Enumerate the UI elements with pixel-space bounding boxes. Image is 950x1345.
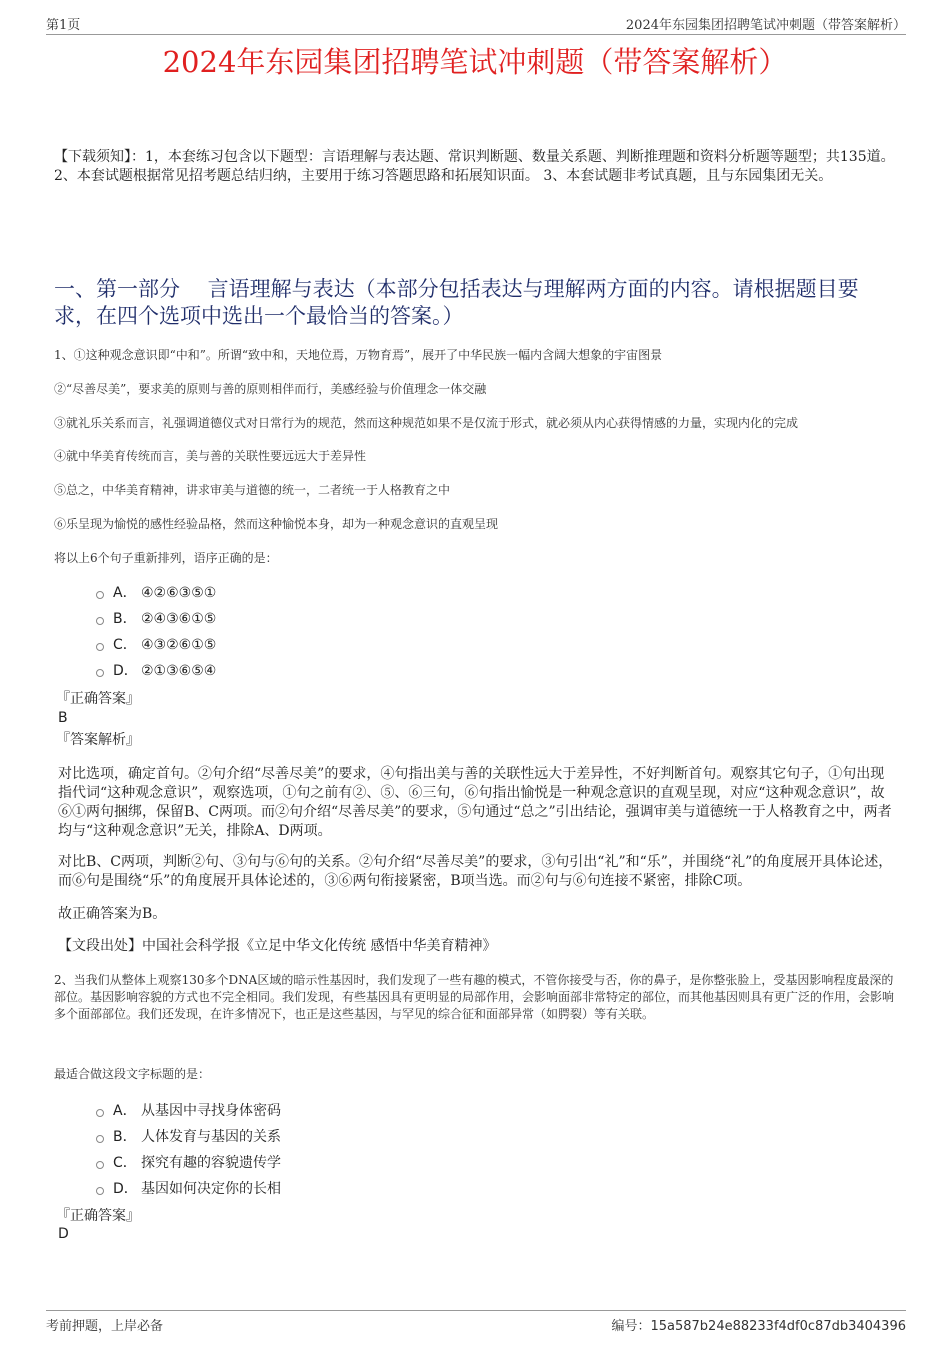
section-heading: 一、第一部分 言语理解与表达（本部分包括表达与理解两方面的内容。请根据题目要求，在四个选项中选出一个最恰当的答案。） [54,277,859,328]
radio-icon[interactable] [96,1135,104,1143]
q2-option-b[interactable]: B． 人体发育与基因的关系 [96,1124,281,1150]
q2-answer: D [58,1226,69,1242]
radio-icon[interactable] [96,1187,104,1195]
q2-options [96,1098,281,1202]
q2-passage: 2、当我们从整体上观察130多个DNA区域的暗示性基因时，我们发现了一些有趣的模式，不管你接受与否，你的鼻子，是你整张脸上，受基因影响程度最深的部位。基因影响容貌的方式也不完全相同。我们发现，有些基因具有更明显的局部作用，会影响面部非常特定的部位，而其他基因则具有更广泛的作用，会影响多个面部部位。我们还发现，在许多情况下，也正是这些基因，与罕见的综合征和面部异常（如腭裂）等有关联。 [54,973,895,1021]
q1-answer-label: 『正确答案』 [56,691,140,707]
q1-source: 【文段出处】中国社会科学报《立足中华文化传统 感悟中华美育精神》 [58,938,497,954]
q1-options [96,580,216,684]
q1-sentence-1: 1、①这种观念意识即“中和”。所谓“致中和，天地位焉，万物育焉”，展开了中华民族一幅内含阔大想象的宇宙图景 [54,348,663,362]
q2-prompt: 最适合做这段文字标题的是： [54,1067,211,1081]
q1-option-d[interactable]: D． ②①③⑥⑤④ [96,658,216,684]
q1-analysis-paragraph-2: 对比B、C两项，判断②句、③句与⑥句的关系。②句介绍“尽善尽美”的要求，③句引出“礼”和“乐”，并围绕“礼”的角度展开具体论述，而⑥句是围绕“乐”的角度展开具体论述的，③⑥两句衔接紧密，B项当选。而②句与⑥句连接不紧密，排除C项。 [58,854,893,889]
radio-icon[interactable] [96,1109,104,1117]
q1-analysis-label: 『答案解析』 [56,732,140,748]
radio-icon[interactable] [96,669,104,677]
radio-icon[interactable] [96,591,104,599]
q2-option-c[interactable]: C． 探究有趣的容貌遗传学 [96,1150,281,1176]
q1-sentence-3: ③就礼乐关系而言，礼强调道德仪式对日常行为的规范，然而这种规范如果不是仅流于形式，就必须从内心获得情感的力量，实现内化的完成 [54,416,799,430]
header-doc-title: 2024年东园集团招聘笔试冲刺题（带答案解析） [625,18,906,33]
q2-option-a[interactable]: A． 从基因中寻找身体密码 [96,1098,281,1124]
q1-prompt: 将以上6个句子重新排列，语序正确的是： [54,551,278,565]
q2-option-d[interactable]: D． 基因如何决定你的长相 [96,1176,281,1202]
q1-option-a[interactable]: A． ④②⑥③⑤① [96,580,216,606]
q1-sentence-4: ④就中华美育传统而言，美与善的关联性要远远大于差异性 [54,449,367,463]
q1-sentence-2: ②“尽善尽美”，要求美的原则与善的原则相伴而行，美感经验与价值理念一体交融 [54,382,487,396]
footer-code: 编号：15a587b24e88233f4df0c87db3404396 [611,1319,906,1334]
q1-option-c[interactable]: C． ④③②⑥①⑤ [96,632,216,658]
q1-answer: B [58,710,68,726]
page-number: 第1页 [46,18,81,33]
radio-icon[interactable] [96,1161,104,1169]
radio-icon[interactable] [96,617,104,625]
q1-analysis-conclusion: 故正确答案为B。 [58,906,167,922]
q1-sentence-5: ⑤总之，中华美育精神，讲求审美与道德的统一，二者统一于人格教育之中 [54,483,451,497]
radio-icon[interactable] [96,643,104,651]
page-header [46,14,906,35]
q1-analysis-paragraph-1: 对比选项，确定首句。②句介绍“尽善尽美”的要求，④句指出美与善的关联性远大于差异性，不好判断首句。观察其它句子，①句出现指代词“这种观念意识”，观察选项，①句之前有②、⑤、⑥三句，⑥句指出愉悦是一种观念意识的直观呈现，对应“这种观念意识”，故⑥①两句捆绑，保留B、C两项。而②句介绍“尽善尽美”的要求，⑤句通过“总之”引出结论，强调审美与道德统一于人格教育之中，两者均与“这种观念意识”无关，排除A、D两项。 [58,766,892,839]
footer-slogan: 考前押题，上岸必备 [46,1319,164,1334]
q1-sentence-6: ⑥乐呈现为愉悦的感性经验品格，然而这种愉悦本身，却为一种观念意识的直观呈现 [54,517,499,531]
download-notice: 【下载须知】：1，本套练习包含以下题型：言语理解与表达题、常识判断题、数量关系题、判断推理题和资料分析题等题型；共135道。 2、本套试题根据常见招考题总结归纳，主要用于练习答题思路和拓展知识面。 3、本套试题非考试真题，且与东园集团无关。 [54,149,895,184]
q1-option-b[interactable]: B． ②④③⑥①⑤ [96,606,216,632]
page-title: 2024年东园集团招聘笔试冲刺题（带答案解析） [162,45,788,79]
q2-answer-label: 『正确答案』 [56,1208,140,1224]
page-footer [46,1310,906,1333]
